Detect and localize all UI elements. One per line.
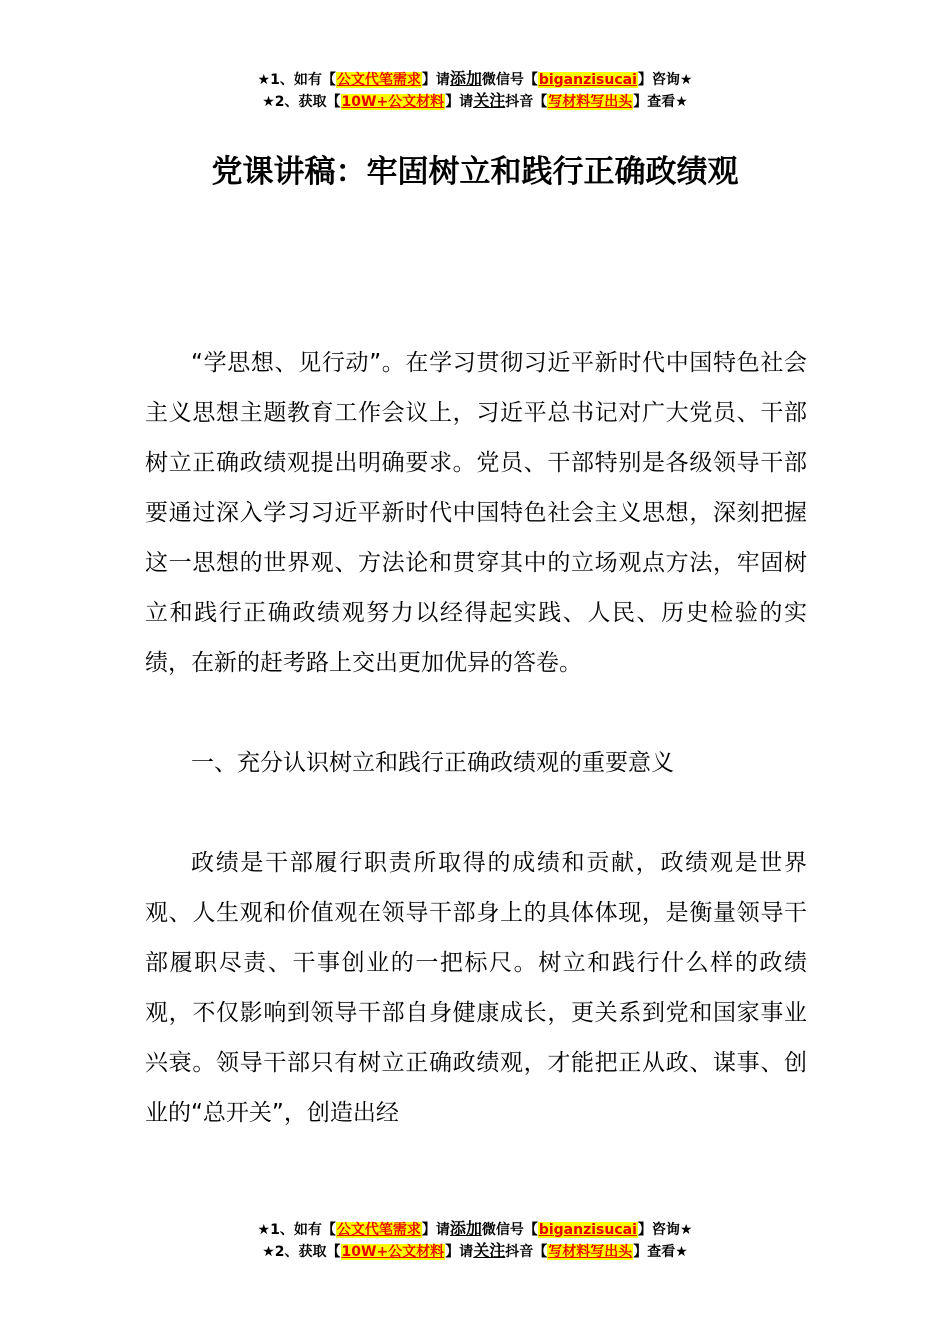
promo-highlight-wechat-id: biganzisucai <box>538 72 637 88</box>
paragraph-spacer <box>145 688 807 738</box>
promo-underline-add: 添加 <box>449 1219 482 1238</box>
promo-highlight-materials: 10W+公文材料 <box>341 1244 445 1260</box>
footer-promo-banner <box>0 1218 950 1262</box>
promo-highlight-douyin: 写材料写出头 <box>548 94 633 110</box>
promo-line-2: ★2、获取【10W+公文材料】请关注抖音【写材料写出头】查看★ <box>262 91 688 110</box>
body-paragraph-section-1: 政绩是干部履行职责所取得的成绩和贡献，政绩观是世界观、人生观和价值观在领导干部身上的具体体现，是衡量领导干部履职尽责、干事创业的一把标尺。树立和践行什么样的政绩观，不仅影响到领导干部自身健康成长，更关系到党和国家事业兴衰。领导干部只有树立正确政绩观，才能把正从政、谋事、创业的“总开关”，创造出经 <box>145 850 807 1126</box>
promo-line-2: ★2、获取【10W+公文材料】请关注抖音【写材料写出头】查看★ <box>262 1241 688 1260</box>
document-title: 党课讲稿：牢固树立和践行正确政绩观 <box>211 154 739 190</box>
header-promo-banner <box>0 68 950 112</box>
section-heading-1: 一、充分认识树立和践行正确政绩观的重要意义 <box>191 750 674 776</box>
promo-underline-follow: 关注 <box>473 1241 506 1260</box>
promo-line-1: ★1、如有【公文代笔需求】请添加微信号【biganzisucai】咨询★ <box>257 69 693 88</box>
body-paragraph-intro: “学思想、见行动”。在学习贯彻习近平新时代中国特色社会主义思想主题教育工作会议上，习近平总书记对广大党员、干部树立正确政绩观提出明确要求。党员、干部特别是各级领导干部要通过深入学习习近平新时代中国特色社会主义思想，深刻把握这一思想的世界观、方法论和贯穿其中的立场观点方法，牢固树立和践行正确政绩观努力以经得起实践、人民、历史检验的实绩，在新的赶考路上交出更加优异的答卷。 <box>145 350 807 676</box>
promo-highlight-wechat-id: biganzisucai <box>538 1222 637 1238</box>
document-body <box>145 338 807 1138</box>
paragraph-spacer <box>145 788 807 838</box>
promo-highlight-materials: 10W+公文材料 <box>341 94 445 110</box>
promo-underline-follow: 关注 <box>473 91 506 110</box>
promo-underline-add: 添加 <box>449 69 482 88</box>
promo-highlight-service: 公文代笔需求 <box>336 72 421 88</box>
promo-line-1: ★1、如有【公文代笔需求】请添加微信号【biganzisucai】咨询★ <box>257 1219 693 1238</box>
promo-highlight-douyin: 写材料写出头 <box>548 1244 633 1260</box>
promo-highlight-service: 公文代笔需求 <box>336 1222 421 1238</box>
